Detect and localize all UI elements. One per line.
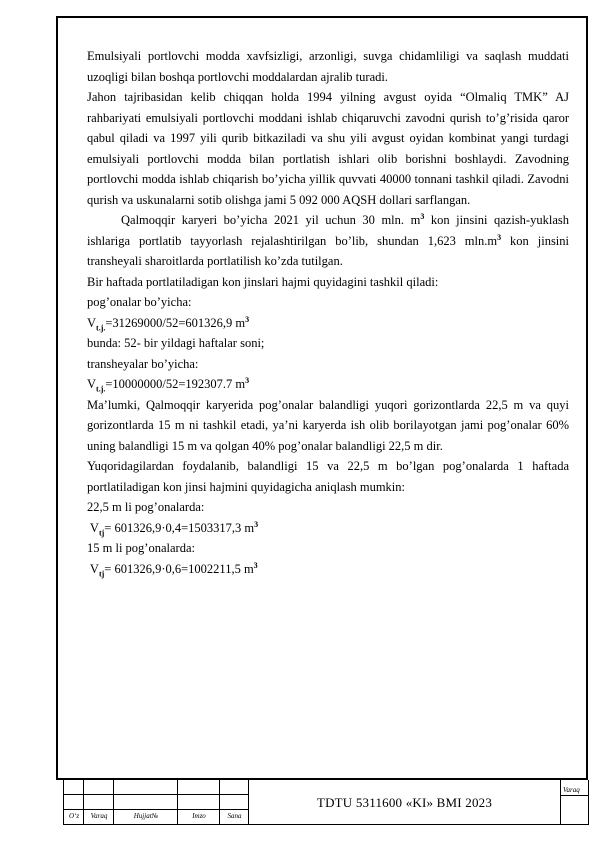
document-body [87,46,569,579]
paragraph: Emulsiyali portlovchi modda xavfsizligi, arzonligi, suvga chidamliligi va saqlash muddati uzoqligi bilan boshqa portlovchi moddalardan ajralib turadi. [87,49,569,84]
text: V [87,315,97,330]
stamp-cell [84,795,114,810]
text: = 601326,9·0,6=1002211,5 m [104,561,254,576]
text: Qalmoqqir karyeri bo’yicha 2021 yil uchun 30 mln. m [121,213,421,227]
subscript: t.j. [96,384,106,394]
paragraph: bunda: 52- bir yildagi haftalar soni; [87,336,265,350]
subscript: t.j. [96,323,106,332]
paragraph: pog’onalar bo’yicha: [87,295,192,309]
text: V [87,520,99,535]
stamp-label: Imzo [192,812,206,820]
paragraph: 22,5 m li pog’onalarda: [87,500,205,514]
stamp-cell [178,780,220,795]
paragraph: Ma’lumki, Qalmoqqir karyerida pog’onalar balandligi yuqori gorizontlarda 22,5 m va quyi gorizontlarda 15 m ni tashkil etadi, ya’ni karyerda ish olib borilayotgan jami pog’onalar 60% uning balandligi 15 m va qolgan 40% pog’onalar balandligi 22,5 m dir. [87,397,569,453]
stamp-cell [114,795,178,810]
subscript: tj [98,569,105,578]
paragraph: Yuqoridagilardan foydalanib, balandligi 15 va 22,5 m bo’lgan pog’onalarda 1 haftada portlatiladigan kon jinsi hajmini quyidagicha aniqlash mumkin: [87,459,569,494]
stamp-divider [561,795,588,797]
stamp-label: Hujjat№ [133,812,159,820]
text: =10000000/52=192307.7 m [105,377,246,391]
stamp-cell [220,780,249,795]
page-number-label: Varaq [563,786,580,794]
stamp-label: Sana [227,812,242,820]
paragraph [87,210,569,272]
stamp-cell [178,795,220,810]
superscript: 3 [497,232,502,242]
formula [87,313,569,334]
formula [87,374,569,395]
stamp-cell [114,780,178,795]
stamp-cell [84,780,114,795]
formula [87,518,569,539]
paragraph: transheyalar bo’yicha: [87,356,199,371]
paragraph: Jahon tajribasidan kelib chiqqan holda 1994 yilning avgust oyida “Olmaliq TMK” AJ rahbariyati emulsiyali portlovchi moddani ishlab chiqaruvchi zavodni qurish to’g’risida qaror qabul qiladi va 1997 yili qurib bitkaziladi va shu yili avgust oyidan kombinat yangi turdagi emulsiyali portlovchi modda bilan portlatish ishlari olib borishni boshlaydi. Zavodning portlovchi modda ishlab chiqarish bo’yicha yillik quvvati 40000 tonnani tashkil qiladi. Zavodni qurish va uskunalarni sotib olishga jami 5 092 000 AQSH dollari sarflangan. [87,90,569,207]
stamp-cell [220,795,249,810]
subscript: tj [98,528,105,537]
stamp-label: O‘z [68,812,80,820]
superscript: 3 [253,560,258,570]
document-code: TDTU 5311600 «KI» BMI 2023 [316,794,493,810]
superscript: 3 [245,375,250,385]
text: = 601326,9·0,4=1503317,3 m [104,520,255,535]
text: kon jinsini transheyali sharoitlarda portlatilish ko’zda tutilgan. [87,233,570,268]
paragraph: 15 m li pog’onalarda: [87,541,195,555]
formula [87,559,569,580]
text: V [87,561,99,576]
paragraph: Bir haftada portlatiladigan kon jinslari hajmi quyidagini tashkil qiladi: [87,274,439,289]
superscript: 3 [420,211,425,221]
text: kon jinsini qazish-yuklash ishlariga portlatib tayyorlash rejalashtirilgan bo’lib, shundan 1,623 mln.m [87,213,569,248]
stamp-cell [64,795,84,810]
superscript: 3 [254,519,259,529]
superscript: 3 [245,314,250,324]
stamp-cell [64,780,84,795]
text: V [87,377,97,391]
stamp-label: Varaq [90,812,108,820]
text: =31269000/52=601326,9 m [105,315,246,330]
